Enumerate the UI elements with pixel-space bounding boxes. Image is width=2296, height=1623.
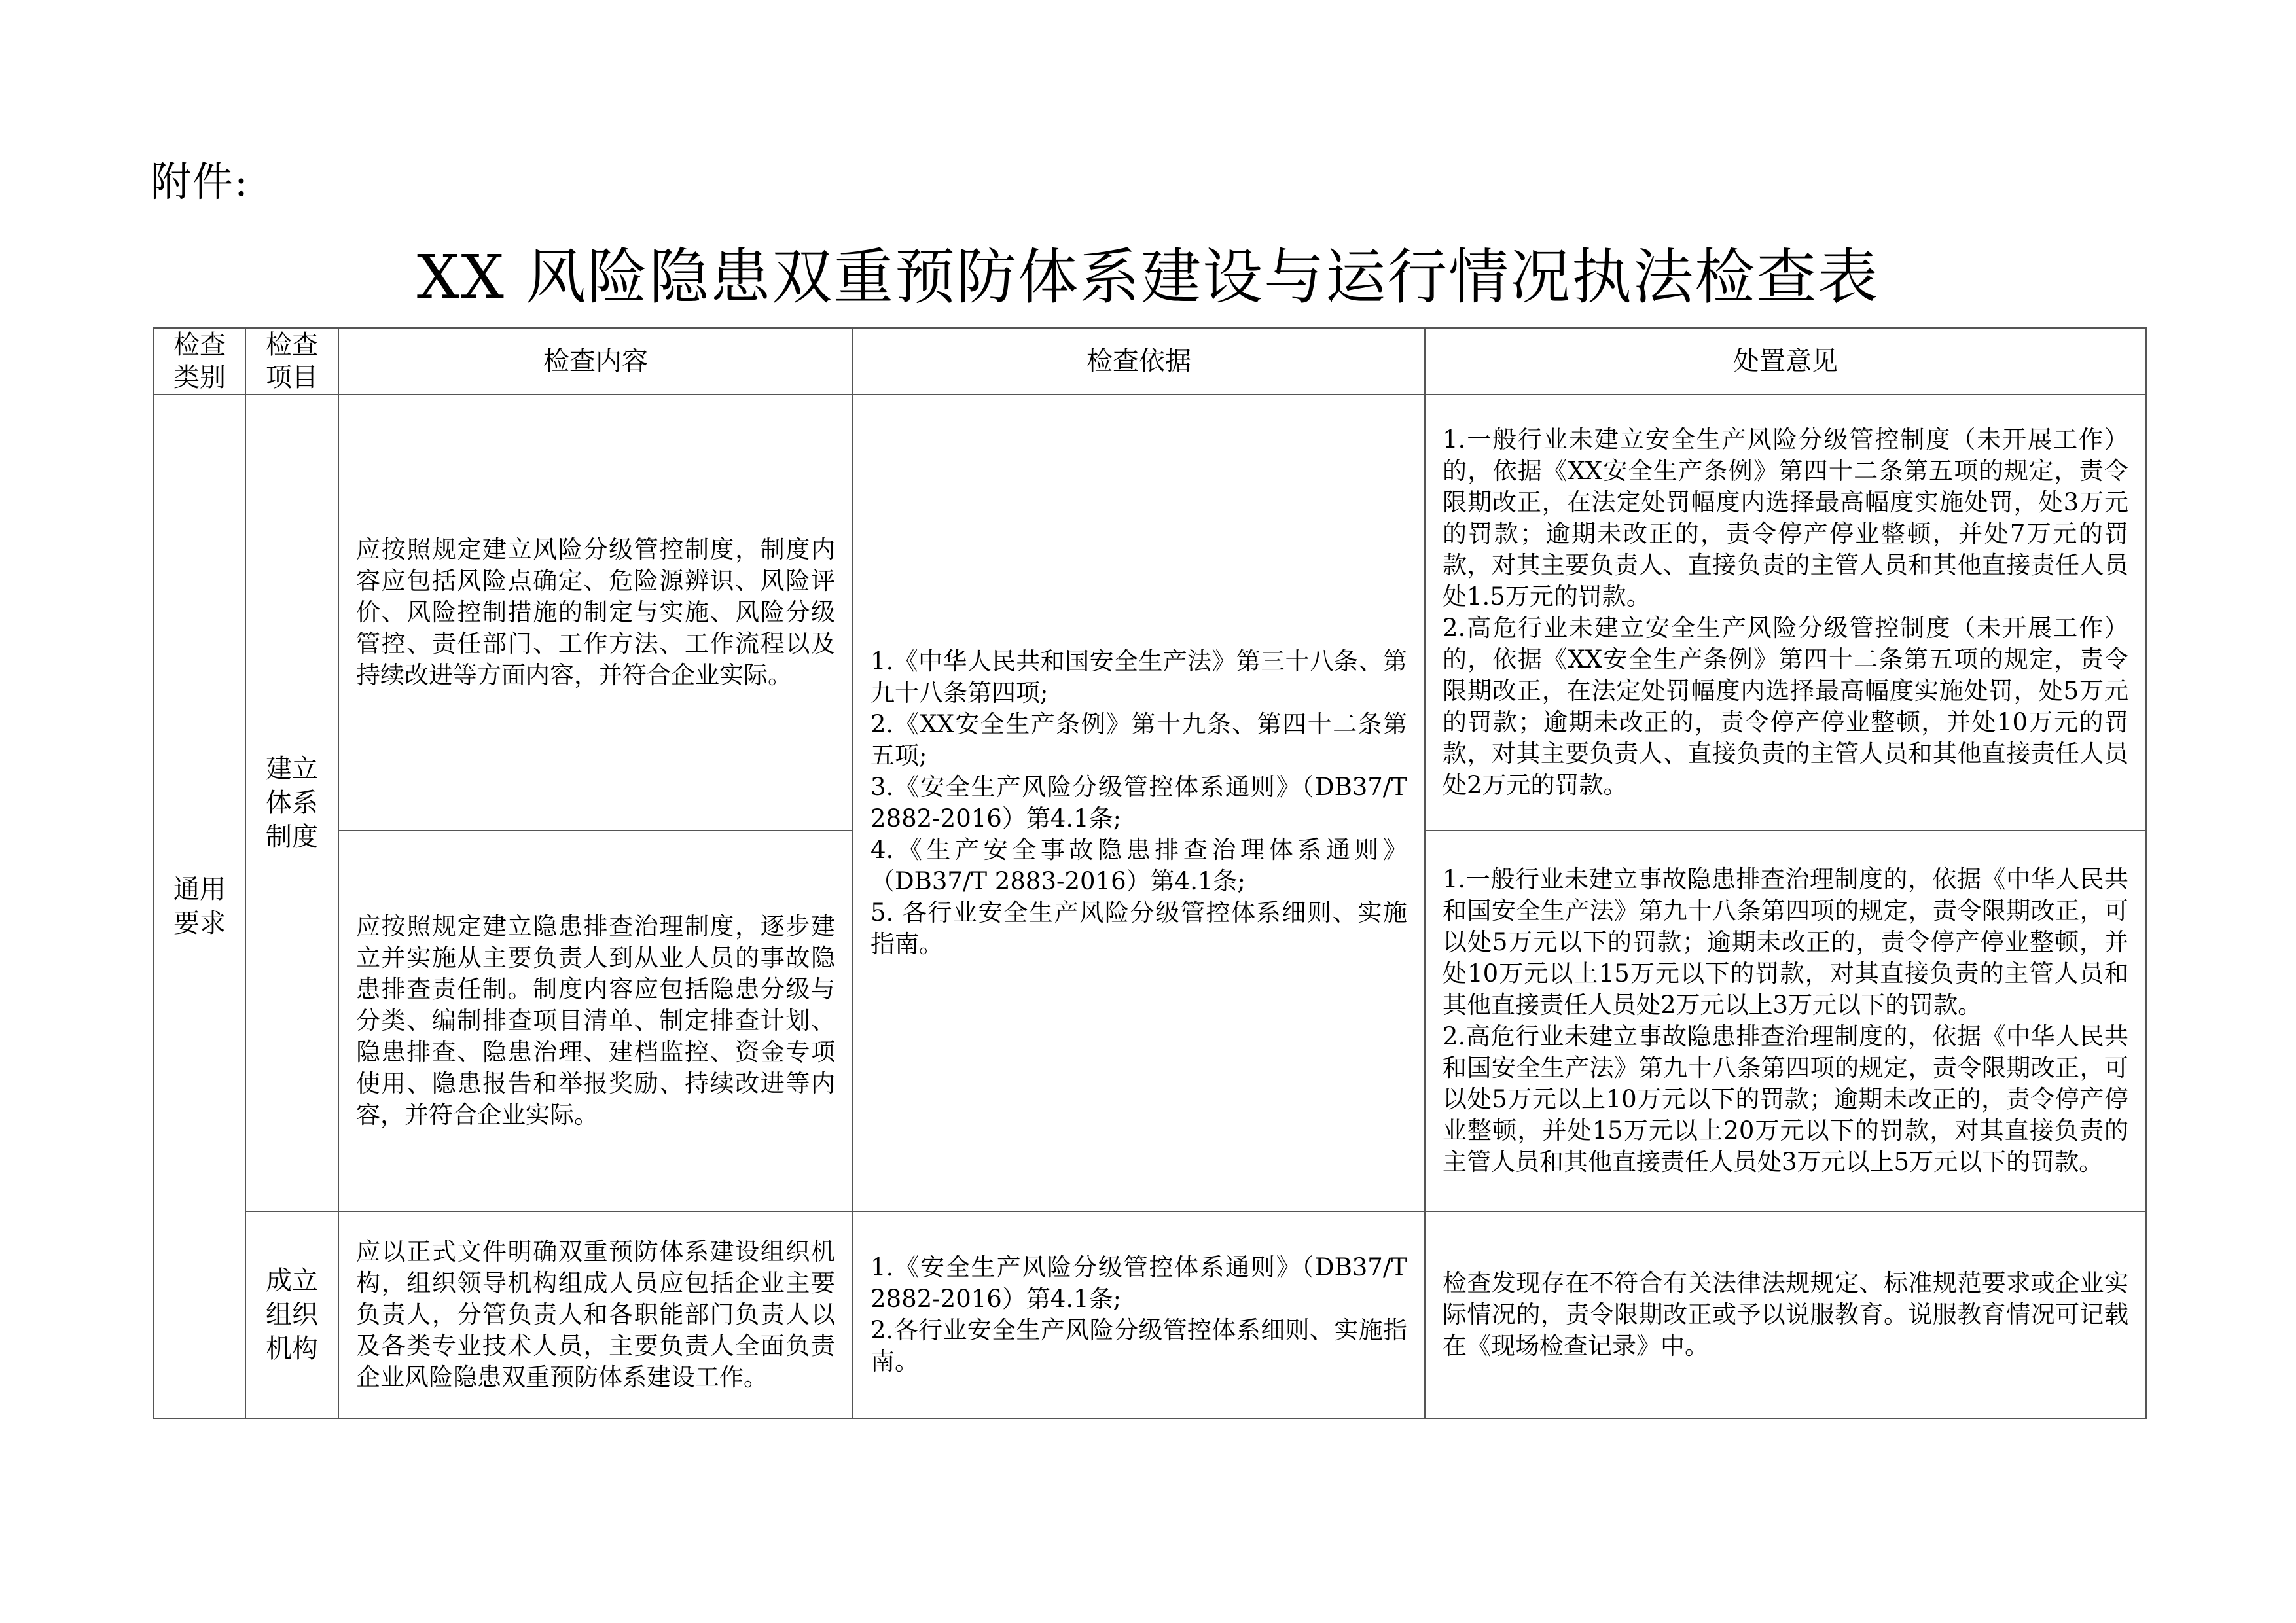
disposal-cell-organization: 检查发现存在不符合有关法律法规规定、标准规范要求或企业实际情况的，责令限期改正或予以说服教育。说服教育情况可记载在《现场检查记录》中。 [1425,1211,2146,1418]
basis-line: 5. 各行业安全生产风险分级管控体系细则、实施指南。 [870,899,1407,958]
header-category: 检查类别 [154,328,245,395]
disposal-paragraph: 2.高危行业未建立安全生产风险分级管控制度（未开展工作）的，依据《XX安全生产条例》第四十二条第五项的规定，责令限期改正，在法定处罚幅度内选择最高幅度实施处罚，处5万元的罚款；逾期未改正的，责令停产停业整顿，并处10万元的罚款，对其主要负责人、直接负责的主管人员和其他直接责任人员处2万元的罚款。 [1443,614,2128,799]
disposal-paragraph: 1.一般行业未建立安全生产风险分级管控制度（未开展工作）的，依据《XX安全生产条例》第四十二条第五项的规定，责令限期改正，在法定处罚幅度内选择最高幅度实施处罚，处3万元的罚款；逾期未改正的，责令停产停业整顿，并处7万元的罚款，对其主要负责人、直接负责的主管人员和其他直接责任人员处1.5万元的罚款。 [1443,425,2128,611]
basis-line: 2.各行业安全生产风险分级管控体系细则、实施指南。 [870,1316,1407,1376]
basis-line: 1.《中华人民共和国安全生产法》第三十八条、第九十八条第四项; [870,647,1407,707]
header-basis: 检查依据 [853,328,1425,395]
table-row [154,395,2146,830]
table-header-row [154,328,2146,395]
disposal-paragraph: 2.高危行业未建立事故隐患排查治理制度的，依据《中华人民共和国安全生产法》第九十八条第四项的规定，责令限期改正，可以处5万元以上10万元以下的罚款；逾期未改正的，责令停产停业整顿，并处15万元以上20万元以下的罚款，对其直接负责的主管人员和其他直接责任人员处3万元以上5万元以下的罚款。 [1443,1022,2128,1176]
item-cell-organization: 成立组织机构 [245,1211,338,1418]
basis-line: 1.《安全生产风险分级管控体系通则》（DB37/T 2882-2016）第4.1条; [870,1253,1407,1313]
header-item: 检查项目 [245,328,338,395]
inspection-table [153,327,2147,1419]
basis-line: 2.《XX安全生产条例》第十九条、第四十二条第五项; [870,710,1407,770]
header-content: 检查内容 [338,328,853,395]
header-disposal: 处置意见 [1425,328,2146,395]
basis-cell-organization [853,1211,1425,1418]
disposal-paragraph: 1.一般行业未建立事故隐患排查治理制度的，依据《中华人民共和国安全生产法》第九十八条第四项的规定，责令限期改正，可以处5万元以下的罚款；逾期未改正的，责令停产停业整顿，并处10万元以上15万元以下的罚款，对其直接负责的主管人员和其他直接责任人员处2万元以上3万元以下的罚款。 [1443,865,2128,1019]
content-cell-organization: 应以正式文件明确双重预防体系建设组织机构，组织领导机构组成人员应包括企业主要负责人，分管负责人和各职能部门负责人以及各类专业技术人员，主要负责人全面负责企业风险隐患双重预防体系建设工作。 [338,1211,853,1418]
content-cell-risk-control: 应按照规定建立风险分级管控制度，制度内容应包括风险点确定、危险源辨识、风险评价、风险控制措施的制定与实施、风险分级管控、责任部门、工作方法、工作流程以及持续改进等方面内容，并符合企业实际。 [338,395,853,830]
disposal-cell-risk-control [1425,395,2146,830]
table-row [154,1211,2146,1418]
item-cell-system: 建立体系制度 [245,395,338,1211]
document-title: XX 风险隐患双重预防体系建设与运行情况执法检查表 [416,242,1880,312]
basis-line: 4.《生产安全事故隐患排查治理体系通则》（DB37/T 2883-2016）第4.1条; [870,836,1407,895]
disposal-cell-hazard-check [1425,830,2146,1211]
basis-cell-system [853,395,1425,1211]
attachment-label: 附件: [151,158,249,205]
category-cell: 通用要求 [154,395,245,1418]
content-cell-hazard-check: 应按照规定建立隐患排查治理制度，逐步建立并实施从主要负责人到从业人员的事故隐患排查责任制。制度内容应包括隐患分级与分类、编制排查项目清单、制定排查计划、隐患排查、隐患治理、建档监控、资金专项使用、隐患报告和举报奖励、持续改进等内容，并符合企业实际。 [338,830,853,1211]
basis-line: 3.《安全生产风险分级管控体系通则》（DB37/T 2882-2016）第4.1条; [870,773,1407,832]
